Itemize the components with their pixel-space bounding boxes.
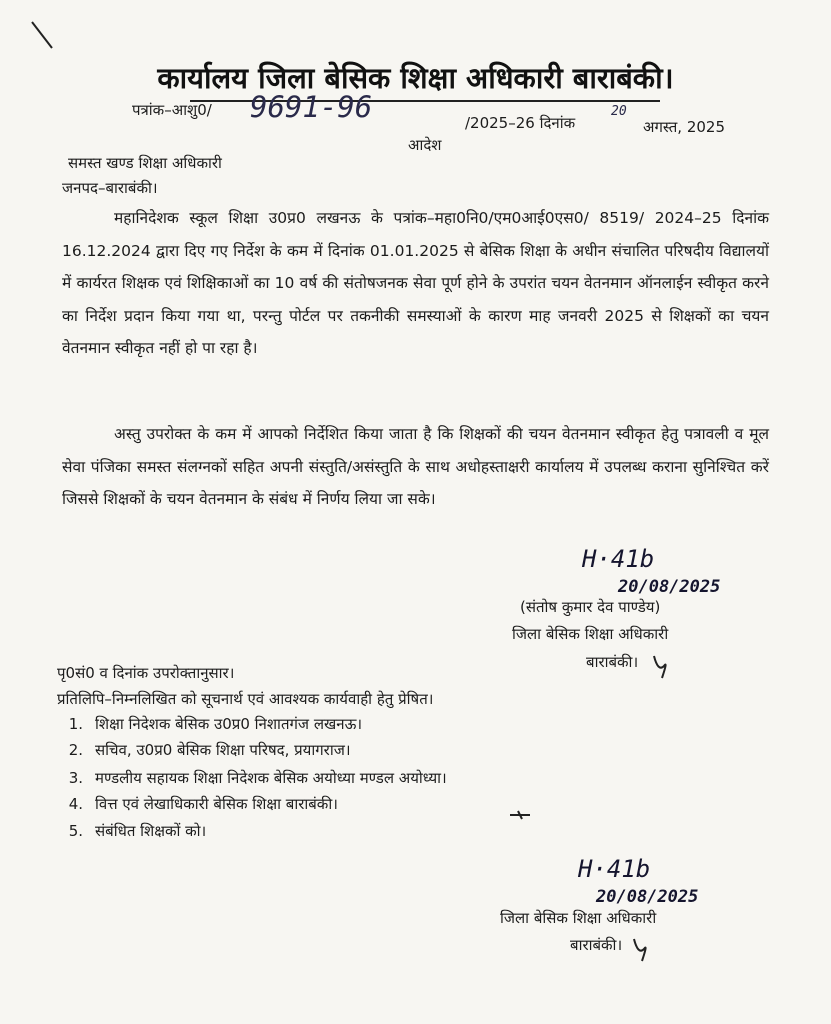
copy-list-item: 4. वित्त एवं लेखाधिकारी बेसिक शिक्षा बाराबंकी। xyxy=(68,795,338,813)
initial-mark-2 xyxy=(630,935,654,965)
pen-dash-mark xyxy=(508,808,532,822)
reference-number-handwritten: 9691-96 xyxy=(250,90,373,124)
body-paragraph-2: अस्तु उपरोक्त के कम में आपको निर्देशित किया जाता है कि शिक्षकों की चयन वेतनमान स्वीकृत हेतु पत्रावली व मूल सेवा पंजिका समस्त संलग्नकों सहित अपनी संस्तुति/असंस्तुति के साथ अधोहस्ताक्षरी कार्यालय में उपलब्ध कराना सुनिश्चित करें जिससे शिक्षकों के चयन वेतनमान के संबंध में निर्णय लिया जा सके। xyxy=(62,425,769,508)
signature-2-scribble: H·41b xyxy=(578,855,651,883)
copy-intro: प्रतिलिपि–निम्नलिखित को सूचनार्थ एवं आवश्यक कार्यवाही हेतु प्रेषित। xyxy=(57,690,434,708)
office-title: कार्यालय जिला बेसिक शिक्षा अधिकारी बाराबंकी। xyxy=(157,61,674,95)
officer-designation-2: जिला बेसिक शिक्षा अधिकारी xyxy=(500,909,657,927)
copy-list-item: 3. मण्डलीय सहायक शिक्षा निदेशक बेसिक अयोध्या मण्डल अयोध्या। xyxy=(68,769,447,787)
addressee-line-2: जनपद–बाराबंकी। xyxy=(62,179,158,197)
endorsement-line: पृ0सं0 व दिनांक उपरोक्तानुसार। xyxy=(57,664,235,682)
date-month-year: अगस्त, 2025 xyxy=(643,118,726,136)
initial-mark-1 xyxy=(650,652,674,682)
signature-1-date: 20/08/2025 xyxy=(618,577,721,597)
signature-1-scribble: H·41b xyxy=(582,545,655,573)
addressee-line-1: समस्त खण्ड शिक्षा अधिकारी xyxy=(68,154,222,172)
reference-year: /2025–26 दिनांक xyxy=(465,114,576,132)
reference-prefix: पत्रांक–आशु0/ xyxy=(132,101,212,119)
copy-list-item: 5. संबंधित शिक्षकों को। xyxy=(68,822,207,840)
officer-place-2: बाराबंकी। xyxy=(570,936,623,954)
order-heading: आदेश xyxy=(408,136,442,154)
copy-list-item: 2. सचिव, उ0प्र0 बेसिक शिक्षा परिषद, प्रयागराज। xyxy=(68,741,351,759)
officer-designation: जिला बेसिक शिक्षा अधिकारी xyxy=(512,625,669,643)
body-paragraph-1: महानिदेशक स्कूल शिक्षा उ0प्र0 लखनऊ के पत्रांक–महा0नि0/एम0आई0एस0/ 8519/ 2024–25 दिनांक 16.12.2024 द्वारा दिए गए निर्देश के कम में दिनांक 01.01.2025 से बेसिक शिक्षा के अधीन संचालित परिषदीय विद्यालयों में कार्यरत शिक्षक एवं शिक्षिकाओं का 10 वर्ष की संतोषजनक सेवा पूर्ण होने के उपरांत चयन वेतनमान ऑनलाईन स्वीकृत करने का निर्देश प्रदान किया गया था, परन्तु पोर्टल पर तकनीकी समस्याओं के कारण माह जनवरी 2025 से शिक्षकों का चयन वेतनमान स्वीकृत नहीं हो पा रहा है। xyxy=(62,209,769,357)
officer-place: बाराबंकी। xyxy=(586,653,639,671)
pen-stroke-mark xyxy=(0,0,60,60)
signature-2-date: 20/08/2025 xyxy=(596,887,699,907)
officer-name: (संतोष कुमार देव पाण्डेय) xyxy=(520,598,661,616)
day-handwritten: 20 xyxy=(611,104,627,119)
copy-list-item: 1. शिक्षा निदेशक बेसिक उ0प्र0 निशातगंज लखनऊ। xyxy=(68,715,363,733)
